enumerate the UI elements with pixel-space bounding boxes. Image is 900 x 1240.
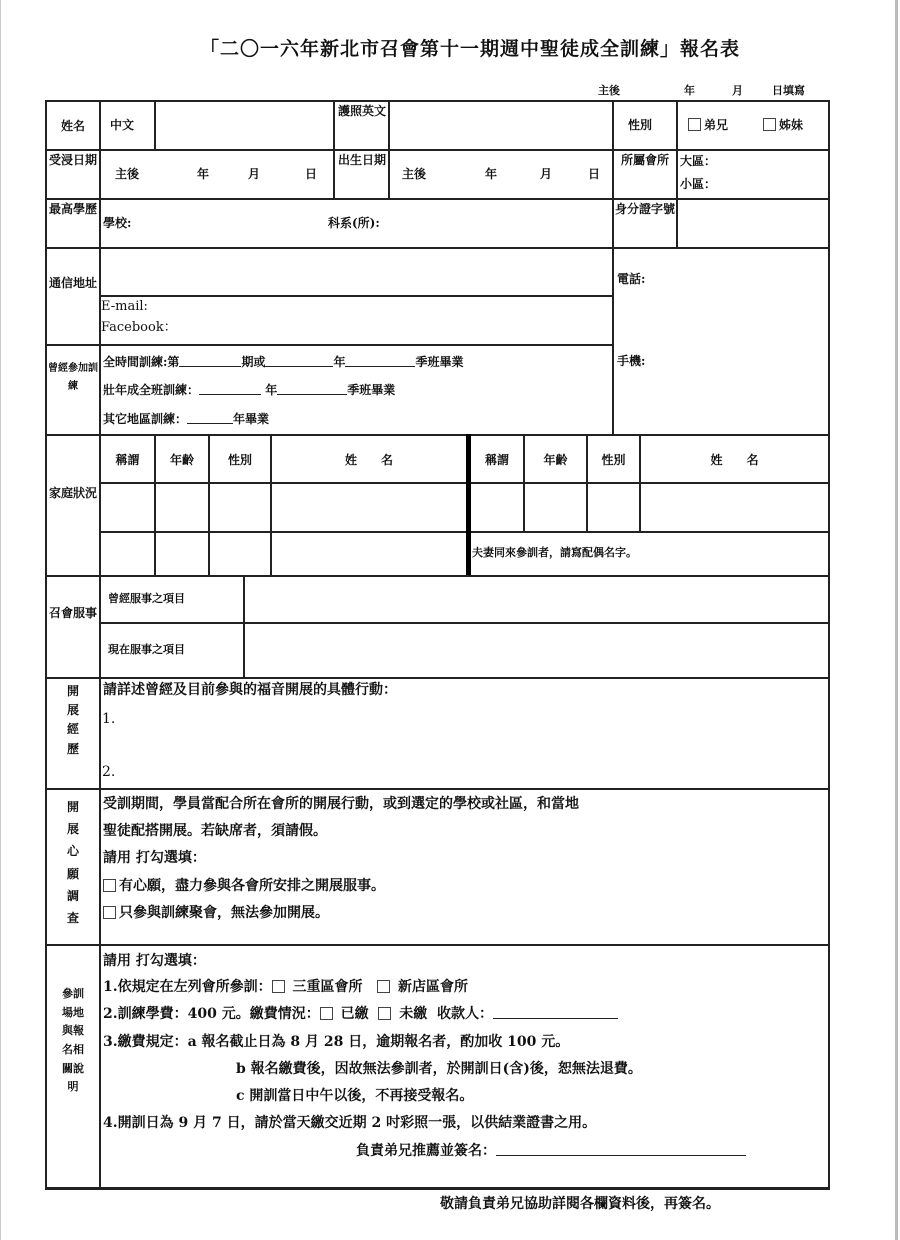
year-blank[interactable] [265,354,333,367]
id-number-field[interactable] [678,200,827,246]
venue-item-3: 3.繳費規定：a 報名截止日為 8 月 28 日，逾期報名者，酌加收 100 元。 [103,1034,570,1050]
grid-line [45,149,830,151]
willingness-text-2: 聖徒配搭開展。若缺席者，須請假。 [103,823,327,839]
willingness-instruction: 請用 打勾選填： [103,850,206,866]
birth-date-label: 出生日期 [338,153,387,167]
gender-label: 性別 [628,118,653,132]
family-header-age: 年齡 [543,453,568,467]
grid-line [45,434,830,436]
season-blank[interactable] [345,354,415,367]
fill-date-day: 日填寫 [772,84,805,97]
spouse-note: 夫妻同來參訓者，請寫配偶名字。 [472,546,637,559]
baptism-month: 月 [248,167,261,181]
checkbox[interactable] [272,980,285,993]
willingness-option-1[interactable]: 有心願，盡力參與各會所安排之開展服事。 [103,878,385,895]
form-title: 「二〇一六年新北市召會第十一期週中聖徒成全訓練」報名表 [199,38,740,60]
gender-brother-option[interactable]: 弟兄 [688,118,728,132]
mobile-field[interactable]: 手機: [617,354,646,368]
address-label: 通信地址 [48,276,97,290]
current-service-label: 現在服事之項目 [108,643,185,656]
baptism-date-label: 受浸日期 [48,153,97,167]
name-label: 姓名 [60,119,85,133]
venue-item-1: 1.依規定在左列會所參訓： 三重區會所 新店區會所 [103,979,468,995]
other-training-line: 其它地區訓練： 年畢業 [103,412,270,426]
grid-line [333,100,335,198]
passport-english-label: 護照英文 [338,104,387,118]
church-service-label: 召會服事 [48,606,97,620]
adult-training-line: 壯年成全班訓練： 年 季班畢業 [103,383,396,397]
checkbox[interactable] [103,879,116,892]
checkbox[interactable] [688,118,701,131]
venue-item-3b: b 報名繳費後，因故無法參訓者，於開訓日(含)後，恕無法退費。 [236,1061,642,1077]
season-blank[interactable] [277,382,347,395]
past-training-label: 曾經參加訓練 [48,363,98,392]
fulltime-training-line: 全時間訓練:第 期或 年 季班畢業 [103,355,464,369]
checkbox[interactable] [377,980,390,993]
education-label: 最高學歷 [48,202,97,216]
venue-item-2: 2.訓練學費：400 元。繳費情況： 已繳 未繳 收款人： [103,1006,618,1023]
grid-line [45,100,47,1190]
venue-item-3c: c 開訓當日中午以後，不再接受報名。 [236,1088,474,1104]
district-small-field[interactable]: 小區： [680,177,717,191]
birth-era: 主後 [402,167,427,181]
signature-blank[interactable] [496,1143,746,1156]
grid-line [523,434,525,531]
gender-sister-option[interactable]: 姊妹 [763,118,803,132]
venue-registration-label: 參訓場地與報名相關說明 [62,987,84,1094]
term-blank[interactable] [179,354,241,367]
page-right-edge [895,0,898,1240]
phone-field[interactable]: 電話: [617,272,646,286]
family-header-name: 姓 名 [344,453,393,467]
page-left-edge [0,0,1,1240]
venue-item-4: 4.開訓日為 9 月 7 日，請於當天繳交近期 2 吋彩照一張，以供結業證書之用。 [103,1115,597,1131]
grid-line [45,788,830,790]
birth-year: 年 [485,167,498,181]
year-blank[interactable] [199,382,261,395]
checkbox[interactable] [103,906,116,919]
grid-line [99,295,613,297]
gospel-history-label: 開展經歷 [66,684,79,756]
address-field[interactable] [101,249,611,294]
willingness-survey-label: 開展心願調查 [66,800,79,925]
grid-line [45,677,830,679]
grid-line [586,434,588,531]
church-label: 所屬會所 [620,153,669,167]
receiver-blank[interactable] [493,1006,618,1019]
school-field[interactable]: 學校: [103,216,132,230]
birth-day: 日 [588,167,601,181]
checkbox[interactable] [763,118,776,131]
fill-date-month: 月 [732,84,743,97]
english-name-field[interactable] [390,102,611,148]
footer-note: 敬請負責弟兄協助詳閱各欄資料後，再簽名。 [440,1196,720,1212]
checkbox[interactable] [378,1007,391,1020]
family-header-gender: 性別 [601,453,626,467]
past-service-field[interactable] [245,577,827,621]
grid-line [45,1187,830,1190]
fill-date-year: 年 [684,84,695,97]
gospel-item-1[interactable]: 1. [102,711,116,727]
grid-line [828,100,830,1190]
email-field[interactable]: E-mail: [101,299,148,314]
family-header-name: 姓 名 [710,453,759,467]
gospel-history-prompt: 請詳述曾經及目前參與的福音開展的具體行動： [103,682,397,698]
current-service-field[interactable] [245,624,827,676]
family-header-relation: 稱謂 [484,453,509,467]
willingness-text-1: 受訓期間，學員當配合所在會所的開展行動，或到選定的學校或社區，和當地 [103,796,579,812]
facebook-field[interactable]: Facebook： [101,320,177,335]
grid-line [45,344,613,346]
grid-line [45,944,830,946]
family-label: 家庭狀況 [48,486,97,500]
baptism-day: 日 [305,167,318,181]
id-number-label: 身分證字號 [614,202,675,216]
year-blank[interactable] [187,411,233,424]
venue-instruction: 請用 打勾選填： [103,953,206,969]
past-service-label: 曾經服事之項目 [108,592,185,605]
gospel-item-2[interactable]: 2. [102,764,116,780]
chinese-name-label: 中文 [110,118,135,132]
checkbox[interactable] [320,1007,333,1020]
birth-month: 月 [540,167,553,181]
baptism-year: 年 [197,167,210,181]
willingness-option-2[interactable]: 只參與訓練聚會，無法參加開展。 [103,905,329,922]
grid-line [639,434,641,531]
family-header-relation: 稱謂 [115,453,140,467]
chinese-name-field[interactable] [156,102,332,148]
grid-line [612,100,614,434]
department-field[interactable]: 科系(所): [328,216,380,230]
baptism-era: 主後 [115,167,140,181]
district-large-field[interactable]: 大區： [680,154,717,168]
fill-date-era: 主後 [598,84,620,97]
family-header-gender: 性別 [227,453,252,467]
signature-line: 負責弟兄推薦並簽名： [356,1143,746,1160]
family-header-age: 年齡 [169,453,194,467]
